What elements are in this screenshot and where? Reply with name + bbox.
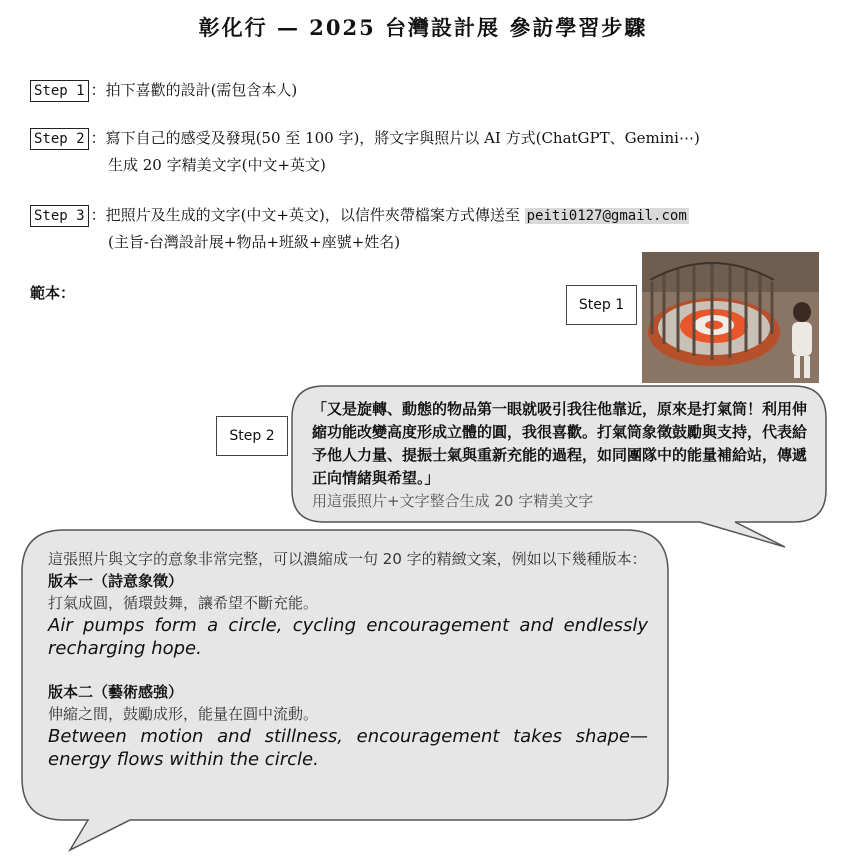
version-2-chinese: 伸縮之間，鼓勵成形，能量在圓中流動。 bbox=[48, 705, 319, 723]
step-2-line2: 生成 20 字精美文字(中文+英文) bbox=[108, 156, 326, 174]
user-reflection-text: 「又是旋轉、動態的物品第一眼就吸引我往他靠近，原來是打氣筒！利用伸縮功能改變高度形成立體的圓，我很喜歡。打氣筒象徵鼓勵與支持，代表給予他人力量、提振士氣與重新充能的過程，如同團隊中的能量補給站，傳遞正向情緒與希望。」 bbox=[312, 400, 808, 487]
sample-label: 範本： bbox=[30, 284, 76, 302]
step-1-text: ：拍下喜歡的設計(需包含本人) bbox=[90, 81, 298, 99]
version-1-english: Air pumps form a circle, cycling encouragement and endlessly recharging hope. bbox=[48, 615, 648, 659]
version-1-chinese: 打氣成圓，循環鼓舞，讓希望不斷充能。 bbox=[48, 594, 319, 612]
page-title: 彰化行 — 2025 台灣設計展 參訪學習步驟 bbox=[198, 15, 648, 40]
version-1-title: 版本一（詩意象徵） bbox=[48, 572, 184, 590]
step-3-line2: (主旨-台灣設計展+物品+班級+座號+姓名) bbox=[108, 233, 401, 251]
ai-prompt-text: 用這張照片+文字整合生成 20 字精美文字 bbox=[312, 492, 594, 510]
version-2-english: Between motion and stillness, encouragement takes shape—energy flows within the circle. bbox=[48, 726, 648, 770]
bubble-2-content bbox=[48, 548, 648, 771]
version-2-title: 版本二（藝術感強） bbox=[48, 683, 184, 701]
step-3-text: ：把照片及生成的文字(中文+英文)，以信件夾帶檔案方式傳送至 bbox=[90, 206, 525, 224]
callout-step-1: Step 1 bbox=[566, 285, 637, 325]
ai-response-intro: 這張照片與文字的意象非常完整，可以濃縮成一句 20 字的精緻文案，例如以下幾種版本： bbox=[48, 550, 647, 568]
step-1-label: Step 1 bbox=[30, 80, 89, 102]
email-address[interactable]: peiti0127@gmail.com bbox=[526, 208, 687, 224]
step-2-text: ：寫下自己的感受及發現(50 至 100 字)，將文字與照片以 AI 方式(ChatGPT、Gemini⋯) bbox=[90, 129, 700, 147]
callout-step-2: Step 2 bbox=[216, 416, 288, 456]
step-2-label: Step 2 bbox=[30, 128, 89, 150]
bubble-1-content bbox=[312, 398, 812, 513]
step-3-label: Step 3 bbox=[30, 205, 89, 227]
